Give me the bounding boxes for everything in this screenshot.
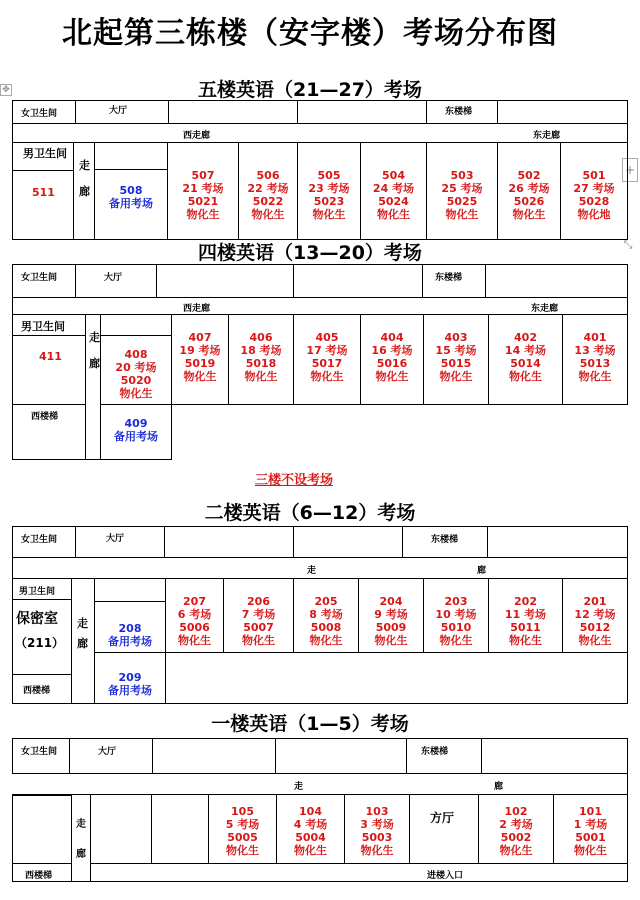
room-seat: 5004: [295, 831, 326, 844]
room-206: [223, 578, 294, 653]
room-subj: 物化生: [186, 208, 220, 221]
room-room: 502: [517, 169, 541, 182]
male-wc: 男卫生间: [12, 142, 74, 240]
room-subj: 物化生: [574, 844, 607, 857]
room-seat: 5022: [252, 195, 284, 208]
room-room: 206: [247, 595, 270, 608]
room-207: [165, 578, 224, 653]
room-subj: 物化生: [377, 208, 410, 221]
corridor-row: 西走廊 东走廊: [12, 297, 628, 315]
room-102: [478, 794, 554, 864]
blank-area: [165, 652, 628, 704]
room-401: [562, 314, 628, 405]
female-wc: 女卫生间: [12, 738, 70, 774]
floor1-title: 一楼英语（1—5）考场: [211, 713, 409, 735]
top-room-blank: [297, 100, 427, 124]
floor2-plan: [12, 526, 628, 704]
room-seat: 5013: [579, 357, 611, 370]
room-seat: 5015: [440, 357, 472, 370]
room-subj: 物化生: [375, 370, 409, 383]
room-411: 411: [12, 335, 86, 405]
room-room: 404: [380, 331, 404, 344]
corridor-row: 西走廊 东走廊: [12, 123, 628, 143]
top-room-blank: [275, 738, 407, 774]
hall: 大厅: [75, 100, 169, 124]
no-exam-notice: 三楼不设考场: [255, 473, 334, 488]
room-room: 403: [444, 331, 468, 344]
room-507: [167, 142, 239, 240]
corridor-row: 走 廊: [12, 773, 628, 795]
top-room-blank: [293, 526, 403, 558]
female-wc: 女卫生间: [12, 100, 76, 124]
room-subj: 物化生: [578, 370, 612, 383]
room-room: 105: [231, 805, 254, 818]
room-exam: 25 考场: [441, 182, 483, 195]
room-seat: 5012: [579, 621, 611, 634]
room-exam: 13 考场: [574, 344, 616, 357]
room-506: [238, 142, 298, 240]
room-subj: 物化生: [310, 370, 344, 383]
room-406: [228, 314, 294, 405]
corridor-vertical: 走 廊: [73, 142, 95, 240]
hall: 大厅: [75, 526, 165, 558]
female-wc: 女卫生间: [12, 264, 76, 298]
west-stairs: 西楼梯: [12, 404, 86, 460]
room-505: [297, 142, 361, 240]
secret-room: 保密室 （211）: [12, 599, 72, 675]
room-201: [562, 578, 628, 653]
room-205: [293, 578, 359, 653]
corridor-vertical: 走 廊: [85, 314, 101, 460]
room-seat: 5024: [378, 195, 409, 208]
room-subj: 物化生: [312, 208, 346, 221]
west-stairs: 西楼梯: [12, 863, 72, 882]
room-exam: 14 考场: [504, 344, 547, 357]
corridor-row: 走 廊: [12, 557, 628, 579]
room-subj: 物化生: [439, 370, 473, 383]
top-room-blank: [497, 100, 628, 124]
entrance-row: 进楼入口: [90, 863, 628, 882]
room-room: 407: [188, 331, 212, 344]
room-exam: 12 考场: [574, 608, 616, 621]
corridor-vertical: 走 廊: [71, 578, 95, 704]
lobby: 方厅: [409, 794, 479, 864]
room-seat: 5009: [375, 621, 407, 634]
room-subj: 物化生: [499, 844, 533, 857]
room-seat: 5005: [227, 831, 258, 844]
floor5-plan: [12, 100, 628, 240]
room-room: 501: [582, 169, 606, 182]
room-202: [488, 578, 563, 653]
room-room: 507: [191, 169, 215, 182]
blank-area: [171, 404, 628, 460]
room-subj: 物化生: [242, 634, 275, 647]
top-room-blank: [481, 738, 628, 774]
room-exam: 22 考场: [247, 182, 289, 195]
corridor-blank: [94, 142, 168, 170]
room-room: 505: [317, 169, 341, 182]
floor4-plan: [12, 264, 628, 460]
floor5-title: 五楼英语（21—27）考场: [198, 79, 422, 101]
corridor-blank: [100, 314, 172, 336]
top-room-blank: [487, 526, 628, 558]
room-exam: 23 考场: [308, 182, 350, 195]
top-room-blank: [156, 264, 294, 298]
room-exam: 7 考场: [241, 608, 276, 621]
room-exam: 24 考场: [372, 182, 415, 195]
room-room: 207: [183, 595, 206, 608]
room-exam: 1 考场: [573, 818, 608, 831]
room-seat: 5016: [376, 357, 408, 370]
room-seat: 5008: [310, 621, 342, 634]
room-room: 101: [579, 805, 602, 818]
top-room-blank: [168, 100, 298, 124]
room-404: [360, 314, 424, 405]
room-seat: 5017: [311, 357, 343, 370]
floor4-title: 四楼英语（13—20）考场: [198, 242, 422, 264]
room-subj: 物化生: [360, 844, 394, 857]
floor2-title: 二楼英语（6—12）考场: [204, 502, 416, 524]
east-stairs: 东楼梯: [426, 100, 498, 124]
top-room-blank: [293, 264, 423, 298]
room-subj: 物化生: [578, 634, 612, 647]
room-504: [360, 142, 427, 240]
room-room: 205: [314, 595, 338, 608]
male-wc: 男卫生间: [12, 578, 72, 600]
room-subj: 物化生: [294, 844, 327, 857]
room-103: [344, 794, 410, 864]
male-wc: 男卫生间: [12, 314, 86, 336]
room-subj: 物化生: [512, 208, 546, 221]
room-subj: 物化生: [183, 370, 217, 383]
room-exam: 4 考场: [293, 818, 328, 831]
room-exam: 6 考场: [177, 608, 212, 621]
room-seat: 5028: [578, 195, 610, 208]
room-501: [560, 142, 628, 240]
room-402: [488, 314, 563, 405]
room-room: 405: [315, 331, 339, 344]
room-203: [423, 578, 489, 653]
room-room: 103: [365, 805, 389, 818]
room-subj: 物化生: [178, 634, 211, 647]
room-403: [423, 314, 489, 405]
room-exam: 16 考场: [371, 344, 413, 357]
room-room: 402: [514, 331, 537, 344]
room-room: 503: [450, 169, 474, 182]
spare-room-209: 209 备用考场: [94, 652, 166, 704]
room-subj: 物化生: [509, 370, 542, 383]
room-exam: 26 考场: [508, 182, 550, 195]
room-101: [553, 794, 628, 864]
room-511: 511: [32, 186, 55, 199]
room-room: 204: [379, 595, 403, 608]
divider: [12, 170, 74, 171]
room-seat: 5002: [500, 831, 532, 844]
room-room: 504: [382, 169, 405, 182]
room-exam: 27 考场: [573, 182, 615, 195]
east-stairs: 东楼梯: [402, 526, 488, 558]
female-wc: 女卫生间: [12, 526, 76, 558]
room-subj: 物化生: [251, 208, 285, 221]
hall: 大厅: [75, 264, 157, 298]
room-seat: 5025: [446, 195, 478, 208]
room-exam: 8 考场: [309, 608, 343, 621]
room-subj: 物化生: [445, 208, 479, 221]
room-exam: 5 考场: [225, 818, 260, 831]
room-seat: 5003: [361, 831, 393, 844]
room-408: 408 20 考场 5020 物化生: [100, 335, 172, 405]
room-405: [293, 314, 361, 405]
room-exam: 19 考场: [179, 344, 221, 357]
east-stairs: 东楼梯: [406, 738, 482, 774]
page-title: 北起第三栋楼（安字楼）考场分布图: [62, 16, 558, 51]
room-seat: 5010: [440, 621, 472, 634]
room-subj: 物化生: [509, 634, 542, 647]
room-503: [426, 142, 498, 240]
room-room: 104: [299, 805, 322, 818]
room-blank: [12, 794, 72, 864]
table-resize-handle-icon[interactable]: ⤡: [623, 238, 633, 251]
top-room-blank: [164, 526, 294, 558]
room-seat: 5001: [575, 831, 606, 844]
top-room-blank: [152, 738, 276, 774]
room-105: [208, 794, 277, 864]
room-subj: 物化生: [374, 634, 408, 647]
room-subj: 物化生: [244, 370, 278, 383]
room-room: 102: [504, 805, 528, 818]
room-subj: 物化生: [309, 634, 343, 647]
room-exam: 17 考场: [306, 344, 348, 357]
room-exam: 10 考场: [435, 608, 477, 621]
room-room: 202: [514, 595, 537, 608]
room-room: 506: [256, 169, 280, 182]
floor1-plan: [12, 738, 628, 882]
room-seat: 5011: [510, 621, 541, 634]
table-add-column-icon[interactable]: +: [622, 158, 638, 182]
room-room: 203: [444, 595, 468, 608]
table-move-handle-icon[interactable]: ✥: [0, 84, 12, 96]
room-blank: [151, 794, 209, 864]
room-seat: 5018: [245, 357, 277, 370]
room-exam: 21 考场: [182, 182, 224, 195]
room-room: 201: [583, 595, 607, 608]
room-104: [276, 794, 345, 864]
top-room-blank: [485, 264, 628, 298]
room-subj: 物化地: [577, 208, 611, 221]
room-seat: 5014: [510, 357, 541, 370]
east-stairs: 东楼梯: [422, 264, 486, 298]
corridor-blank: [94, 578, 166, 602]
room-seat: 5019: [184, 357, 216, 370]
room-407: [171, 314, 229, 405]
room-exam: 11 考场: [504, 608, 547, 621]
hall: 大厅: [69, 738, 153, 774]
room-seat: 5023: [313, 195, 345, 208]
room-seat: 5007: [243, 621, 274, 634]
room-blank: [90, 794, 152, 864]
room-seat: 5021: [187, 195, 219, 208]
room-seat: 5006: [179, 621, 210, 634]
corridor-vertical: 走 廊: [71, 794, 91, 882]
spare-room-409: 409 备用考场: [100, 404, 172, 460]
room-room: 401: [583, 331, 607, 344]
room-subj: 物化生: [226, 844, 259, 857]
room-204: [358, 578, 424, 653]
spare-room-208: 208 备用考场: [94, 601, 166, 653]
room-502: [497, 142, 561, 240]
room-exam: 3 考场: [360, 818, 394, 831]
room-seat: 5026: [513, 195, 545, 208]
room-exam: 2 考场: [499, 818, 533, 831]
room-subj: 物化生: [439, 634, 473, 647]
room-exam: 15 考场: [435, 344, 477, 357]
room-exam: 9 考场: [374, 608, 408, 621]
spare-room-508: 508 备用考场: [94, 169, 168, 240]
room-exam: 18 考场: [240, 344, 282, 357]
room-room: 406: [249, 331, 273, 344]
west-stairs: 西楼梯: [12, 674, 72, 704]
